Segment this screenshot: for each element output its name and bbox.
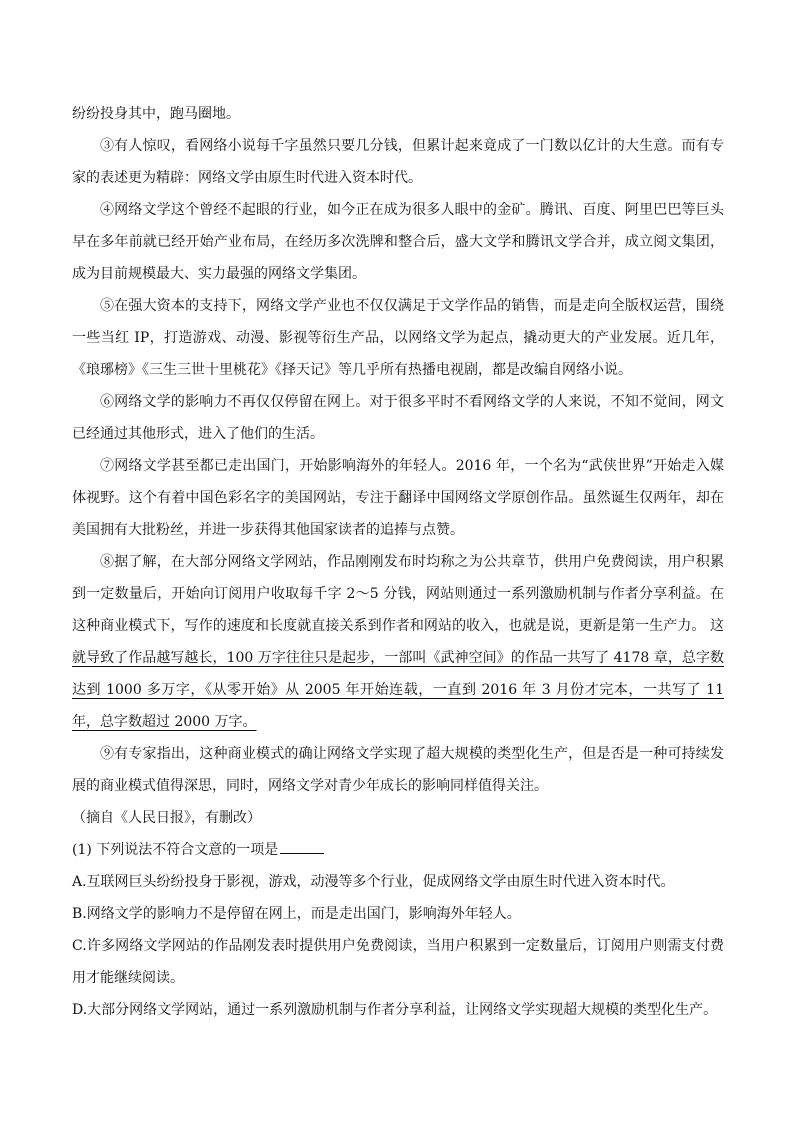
option-b: B.网络文学的影响力不是停留在网上，而是走出国门，影响海外年轻人。 xyxy=(72,906,521,922)
option-d: D.大部分网络文学网站，通过一系列激励机制与作者分享利益，让网络文学实现超大规模的类型化生产。 xyxy=(72,1002,718,1018)
option-c: C.许多网络文学网站的作品刚发表时提供用户免费阅读，当用户积累到一定数量后，订阅用户则需支付费用才能继续阅读。 xyxy=(72,938,724,986)
paragraph-8-text: ⑧据了解，在大部分网络文学网站，作品刚刚发布时均称之为公共章节，供用户免费阅读，用户积累到一定数量后，开始向订阅用户收取每千字 2～5 分钱，网站则通过一系列激励机制与作者分享利益。在这种商业模式下，写作的速度和长度就直接关系到作者和网站的收入，也就是说，更新是第一生产力。 这 xyxy=(72,554,724,634)
paragraph-5: ⑤在强大资本的支持下，网络文学产业也不仅仅满足于文学作品的销售，而是走向全版权运营，围绕一些当红 IP，打造游戏、动漫、影视等衍生产品，以网络文学为起点，撬动更大的产业发展。近几年，《琅琊榜》《三生三世十里桃花》《择天记》等几乎所有热播电视剧，都是改编自网络小说。 xyxy=(72,298,724,378)
answer-blank[interactable] xyxy=(280,839,324,854)
paragraph-4: ④网络文学这个曾经不起眼的行业，如今正在成为很多人眼中的金矿。腾讯、百度、阿里巴巴等巨头早在多年前就已经开始产业布局，在经历多次洗牌和整合后，盛大文学和腾讯文学合并，成立阅文集团，成为目前规模最大、实力最强的网络文学集团。 xyxy=(72,202,724,282)
paragraph-9: ⑨有专家指出，这种商业模式的确让网络文学实现了超大规模的类型化生产，但是否是一种可持续发展的商业模式值得深思，同时，网络文学对青少年成长的影响同样值得关注。 xyxy=(72,746,724,794)
paragraph-3: ③有人惊叹，看网络小说每千字虽然只要几分钱，但累计起来竟成了一门数以亿计的大生意。而有专家的表述更为精辟：网络文学由原生时代进入资本时代。 xyxy=(72,138,724,186)
paragraph-8 xyxy=(72,546,724,738)
paragraph-6: ⑥网络文学的影响力不再仅仅停留在网上。对于很多平时不看网络文学的人来说，不知不觉间，网文已经通过其他形式，进入了他们的生活。 xyxy=(72,394,724,442)
paragraph-continuation: 纷纷投身其中，跑马圈地。 xyxy=(72,106,240,122)
question-stem-text: (1) 下列说法不符合文意的一项是 xyxy=(72,842,279,858)
option-a: A.互联网巨头纷纷投身于影视，游戏，动漫等多个行业，促成网络文学由原生时代进入资本时代。 xyxy=(72,874,675,890)
underlined-passage: 就导致了作品越写越长，100 万字往往只是起步，一部叫《武神空间》的作品一共写了 4178 章，总字数达到 1000 多万字，《从零开始》从 2005 年开始连载，一直到 2016 年 3 月份才完本，一共写了 11 年，总字数超过 2000 万字。 xyxy=(72,650,724,730)
paragraph-7: ⑦网络文学甚至都已走出国门，开始影响海外的年轻人。2016 年，一个名为“武侠世界”开始走入媒体视野。这个有着中国色彩名字的美国网站，专注于翻译中国网络文学原创作品。虽然诞生仅两年，却在美国拥有大批粉丝，并进一步获得其他国家读者的追捧与点赞。 xyxy=(72,458,724,538)
question-stem xyxy=(72,834,724,866)
source-note: （摘自《人民日报》，有删改） xyxy=(72,810,261,826)
article-body xyxy=(72,98,724,1026)
